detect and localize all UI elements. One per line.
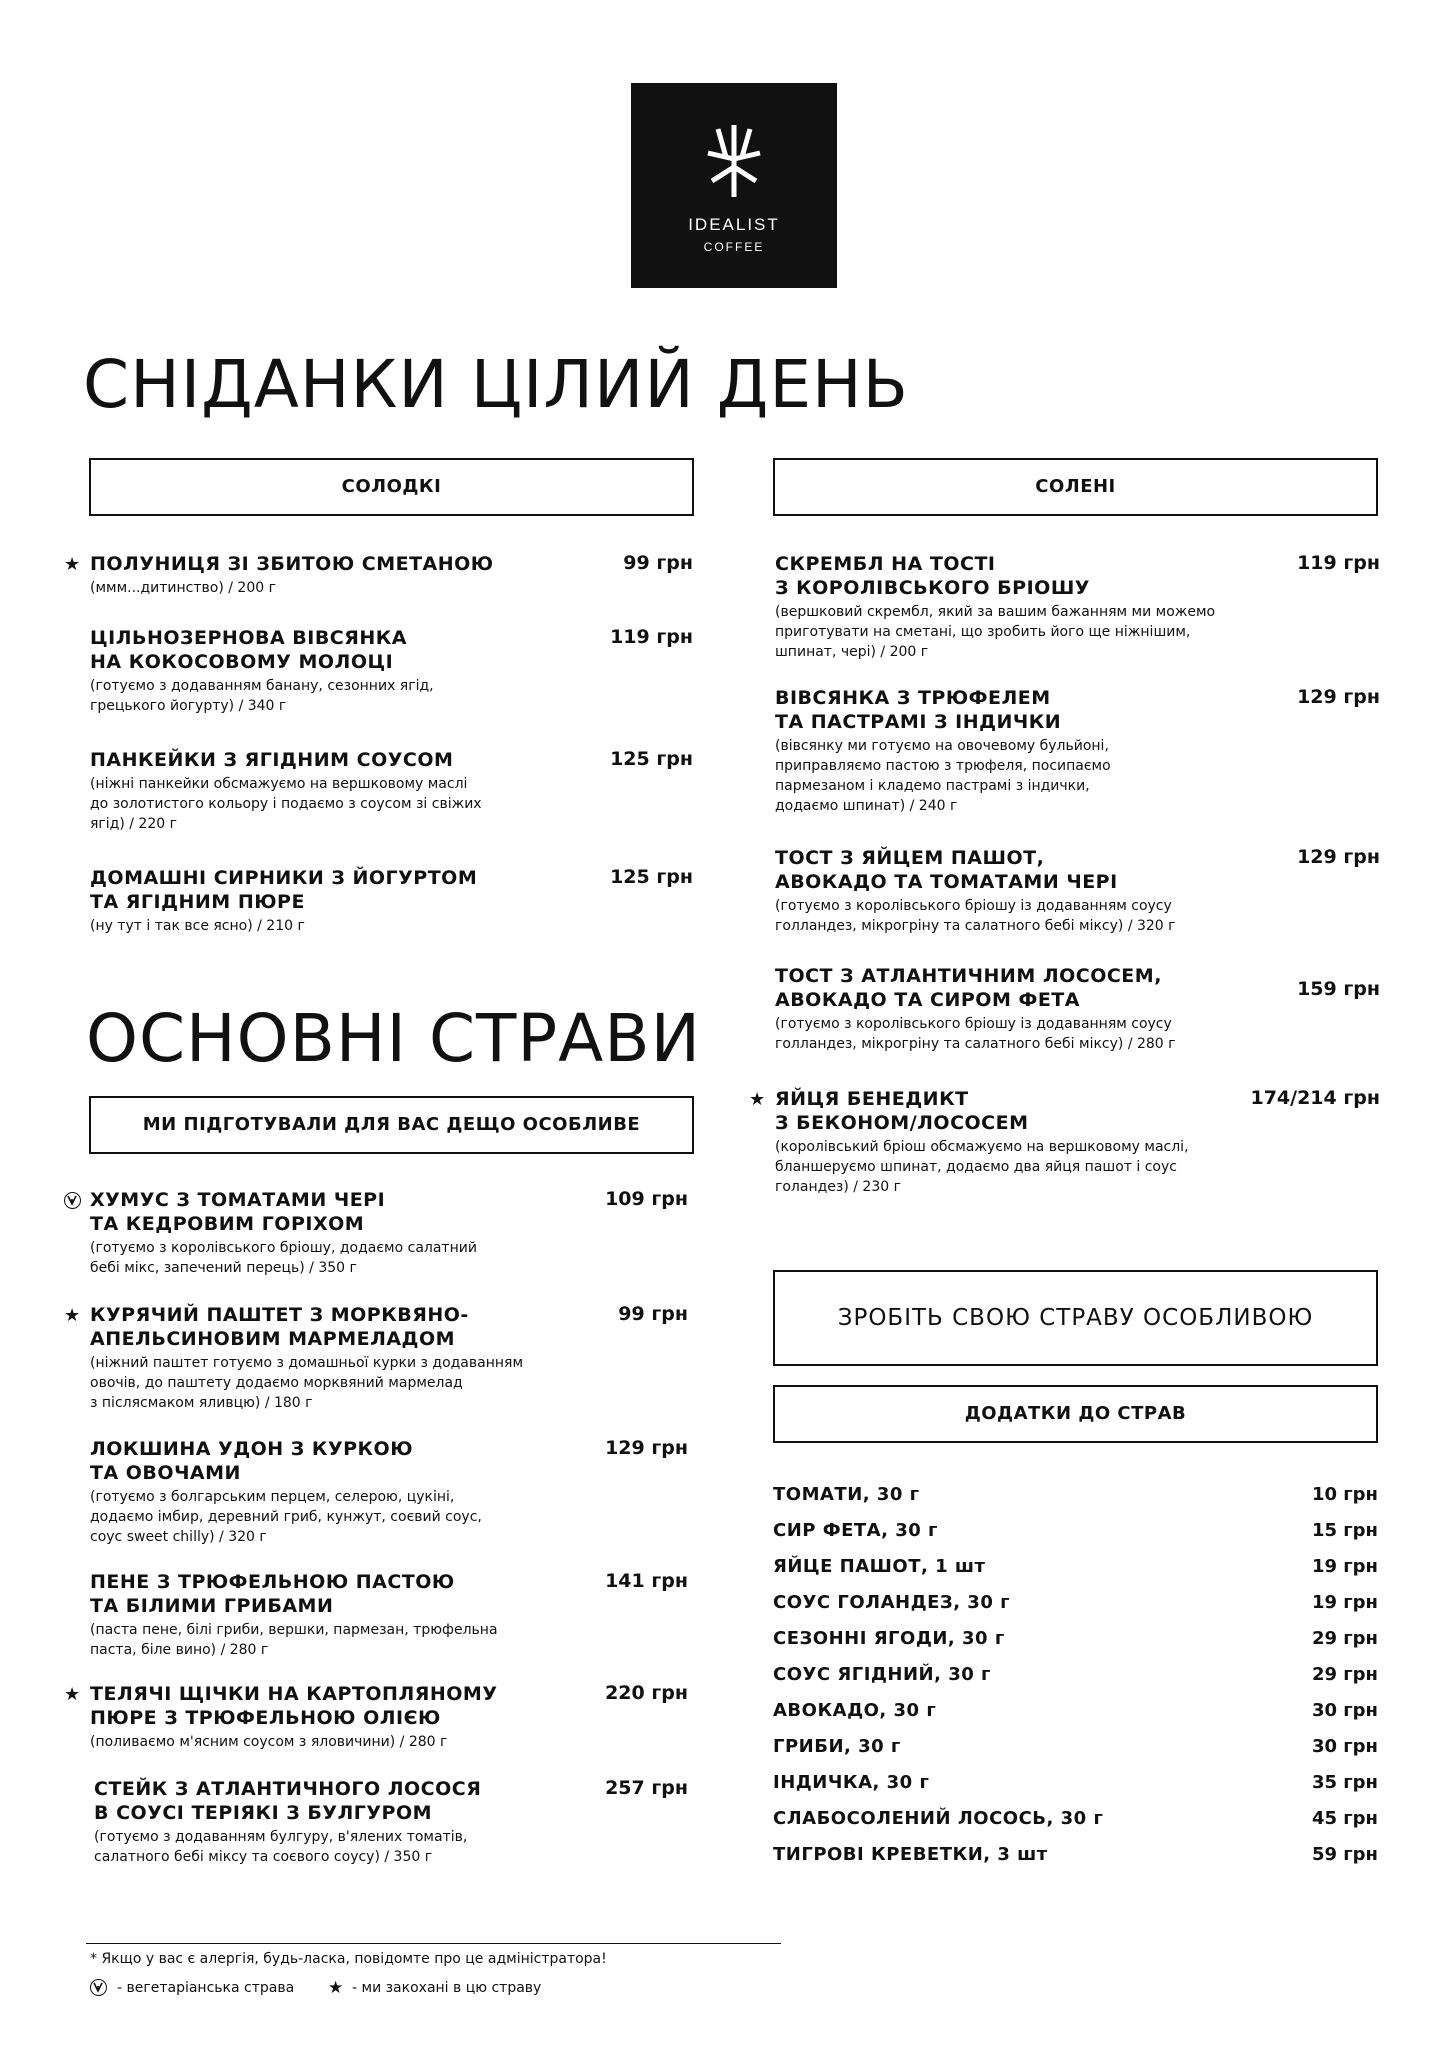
item-price: 119 грн <box>610 626 693 648</box>
addon-name: ЯЙЦЕ ПАШОТ, 1 шт <box>773 1556 986 1577</box>
addon-row <box>773 1844 1378 1872</box>
addon-price: 35 грн <box>1311 1772 1378 1793</box>
item-name: ДОМАШНІ СИРНИКИ З ЙОГУРТОМ ТА ЯГІДНИМ ПЮРЕ <box>90 867 478 913</box>
item-desc: (готуємо з болгарським перцем, селерою, цукіні, додаємо імбир, деревний гриб, кунжут, соєвий соус, соус sweet chilly) / 320 г <box>90 1489 482 1545</box>
addon-price: 30 грн <box>1311 1736 1378 1757</box>
sweet-header-label: СОЛОДКІ <box>341 476 442 497</box>
item-name: ТОСТ З ЯЙЦЕМ ПАШОТ, АВОКАДО ТА ТОМАТАМИ ЧЕРІ <box>775 847 1118 893</box>
item-desc: (готуємо з королівського бріошу, додаємо салатний бебі мікс, запечений перець) / 350 г <box>90 1240 477 1276</box>
addons-header-label: ДОДАТКИ ДО СТРАВ <box>964 1403 1187 1424</box>
item-name: СТЕЙК З АТЛАНТИЧНОГО ЛОСОСЯ В СОУСІ ТЕРІЯКІ З БУЛГУРОМ <box>94 1778 482 1824</box>
star-legend: - ми закохані в цю страву <box>352 1980 542 1996</box>
item-desc: (вівсянку ми готуємо на овочевому бульйоні, приправляємо пастою з трюфеля, посипаємо пармезаном і кладемо пастрамі з індички, додаємо шпинат) / 240 г <box>775 738 1111 814</box>
addon-row <box>773 1664 1378 1692</box>
breakfast-title: СНІДАНКИ ЦІЛИЙ ДЕНЬ <box>83 346 909 423</box>
item-desc: (ніжні панкейки обсмажуємо на вершковому маслі до золотистого кольору і подаємо з соусом зі свіжих ягід) / 220 г <box>90 776 482 832</box>
addon-name: СЕЗОННІ ЯГОДИ, 30 г <box>773 1628 1005 1649</box>
item-price: 99 грн <box>623 552 693 574</box>
addon-name: ГРИБИ, 30 г <box>773 1736 901 1757</box>
addon-price: 10 грн <box>1311 1484 1378 1505</box>
menu-item <box>90 1437 482 1547</box>
favorite-star-icon: ★ <box>749 1089 766 1110</box>
item-price: 174/214 грн <box>1250 1087 1380 1109</box>
item-name: ПОЛУНИЦЯ ЗІ ЗБИТОЮ СМЕТАНОЮ <box>90 553 494 575</box>
addon-name: СОУС ГОЛАНДЕЗ, 30 г <box>773 1592 1011 1613</box>
item-desc: (готуємо з додаванням булгуру, в'ялених томатів, салатного бебі міксу та соєвого соусу) / 350 г <box>94 1829 468 1865</box>
veg-legend: - вегетаріанська страва <box>117 1980 295 1996</box>
addon-name: АВОКАДО, 30 г <box>773 1700 937 1721</box>
item-name: ЛОКШИНА УДОН З КУРКОЮ ТА ОВОЧАМИ <box>90 1438 413 1484</box>
menu-item <box>775 552 1215 662</box>
addon-row <box>773 1808 1378 1836</box>
item-price: 125 грн <box>610 748 693 770</box>
savory-header <box>773 458 1378 516</box>
menu-item <box>90 626 434 716</box>
addon-price: 29 грн <box>1311 1628 1378 1649</box>
idealist-logo <box>631 83 837 288</box>
item-desc: (вершковий скрембл, який за вашим бажанням ми можемо приготувати на сметані, що зробить його ще ніжнішим, шпинат, чері) / 200 г <box>775 604 1216 660</box>
item-desc: (ніжний паштет готуємо з домашньої курки з додаванням овочів, до паштету додаємо морквяний мармелад з післясмаком яливцю) / 180 г <box>90 1355 524 1411</box>
addon-price: 29 грн <box>1311 1664 1378 1685</box>
menu-item <box>94 1777 481 1867</box>
item-price: 129 грн <box>1297 686 1380 708</box>
addon-name: СОУС ЯГІДНИЙ, 30 г <box>773 1664 991 1685</box>
addon-row <box>773 1772 1378 1800</box>
addon-row <box>773 1628 1378 1656</box>
addon-price: 59 грн <box>1311 1844 1378 1865</box>
logo-brand-text: IDEALIST <box>688 215 780 234</box>
addon-price: 19 грн <box>1311 1592 1378 1613</box>
logo-sub-text: COFFEE <box>703 240 765 254</box>
addon-price: 19 грн <box>1311 1556 1378 1577</box>
addon-row <box>773 1484 1378 1512</box>
menu-item <box>90 1570 498 1660</box>
item-price: 141 грн <box>605 1570 688 1592</box>
addon-price: 45 грн <box>1311 1808 1378 1829</box>
menu-item <box>90 1188 477 1278</box>
addon-row <box>773 1556 1378 1584</box>
item-price: 119 грн <box>1297 552 1380 574</box>
mains-header-label: МИ ПІДГОТУВАЛИ ДЛЯ ВАС ДЕЩО ОСОБЛИВЕ <box>142 1114 641 1135</box>
item-name: ХУМУС З ТОМАТАМИ ЧЕРІ ТА КЕДРОВИМ ГОРІХОМ <box>90 1189 386 1235</box>
item-name: ПЕНЕ З ТРЮФЕЛЬНОЮ ПАСТОЮ ТА БІЛИМИ ГРИБАМИ <box>90 1571 455 1617</box>
item-desc: (готуємо з додаванням банану, сезонних ягід, грецького йогурту) / 340 г <box>90 678 434 714</box>
item-name: ЦІЛЬНОЗЕРНОВА ВІВСЯНКА НА КОКОСОВОМУ МОЛОЦІ <box>90 627 408 673</box>
item-desc: (готуємо з королівського бріошу із додаванням соусу голландез, мікрогріну та салатного бебі міксу) / 280 г <box>775 1016 1176 1052</box>
footer-divider <box>86 1943 781 1944</box>
addon-name: СЛАБОСОЛЕНИЙ ЛОСОСЬ, 30 г <box>773 1808 1104 1829</box>
favorite-star-icon: ★ <box>328 1978 344 1998</box>
addon-row <box>773 1700 1378 1728</box>
menu-item <box>90 748 482 834</box>
item-price: 125 грн <box>610 866 693 888</box>
addon-row <box>773 1736 1378 1764</box>
addon-name: ІНДИЧКА, 30 г <box>773 1772 930 1793</box>
item-price: 129 грн <box>605 1437 688 1459</box>
menu-item <box>90 866 477 936</box>
menu-item <box>90 552 494 598</box>
custom-title-box <box>773 1270 1378 1366</box>
addon-row <box>773 1520 1378 1548</box>
custom-title: ЗРОБІТЬ СВОЮ СТРАВУ ОСОБЛИВОЮ <box>837 1305 1314 1331</box>
mains-header <box>89 1096 694 1154</box>
vegetarian-icon <box>64 1192 81 1209</box>
item-price: 257 грн <box>605 1777 688 1799</box>
favorite-star-icon: ★ <box>64 1305 81 1326</box>
item-name: ТЕЛЯЧІ ЩІЧКИ НА КАРТОПЛЯНОМУ ПЮРЕ З ТРЮФЕЛЬНОЮ ОЛІЄЮ <box>90 1683 498 1729</box>
item-desc: (ммм...дитинство) / 200 г <box>90 580 276 596</box>
allergy-note: * Якщо у вас є алергія, будь-ласка, повідомте про це адміністратора! <box>90 1951 607 1967</box>
item-price: 220 грн <box>605 1682 688 1704</box>
item-price: 109 грн <box>605 1188 688 1210</box>
menu-item <box>775 1087 1189 1197</box>
savory-header-label: СОЛЕНІ <box>1035 476 1116 497</box>
favorite-star-icon: ★ <box>64 1684 81 1705</box>
menu-item <box>775 964 1176 1054</box>
menu-item <box>90 1682 497 1752</box>
item-name: КУРЯЧИЙ ПАШТЕТ З МОРКВЯНО- АПЕЛЬСИНОВИМ МАРМЕЛАДОМ <box>90 1304 469 1350</box>
sweet-header <box>89 458 694 516</box>
addon-name: ТОМАТИ, 30 г <box>773 1484 920 1505</box>
item-price: 159 грн <box>1297 978 1380 1000</box>
menu-item <box>775 846 1176 936</box>
item-name: ТОСТ З АТЛАНТИЧНИМ ЛОСОСЕМ, АВОКАДО ТА СИРОМ ФЕТА <box>775 965 1162 1011</box>
item-desc: (королівський бріош обсмажуємо на вершковому маслі, бланшеруємо шпинат, додаємо два яйця пашот і соус голандез) / 230 г <box>775 1139 1189 1195</box>
menu-item <box>90 1303 523 1413</box>
item-desc: (ну тут і так все ясно) / 210 г <box>90 918 305 934</box>
favorite-star-icon: ★ <box>64 554 81 575</box>
item-price: 99 грн <box>618 1303 688 1325</box>
item-name: ВІВСЯНКА З ТРЮФЕЛЕМ ТА ПАСТРАМІ З ІНДИЧКИ <box>775 687 1062 733</box>
addon-price: 15 грн <box>1311 1520 1378 1541</box>
addons-header <box>773 1385 1378 1443</box>
addon-row <box>773 1592 1378 1620</box>
mains-title: ОСНОВНІ СТРАВИ <box>86 1000 701 1077</box>
item-desc: (паста пене, білі гриби, вершки, пармезан, трюфельна паста, біле вино) / 280 г <box>90 1622 498 1658</box>
tree-logo-icon <box>704 119 764 199</box>
addon-name: ТИГРОВІ КРЕВЕТКИ, 3 шт <box>773 1844 1048 1865</box>
item-name: ПАНКЕЙКИ З ЯГІДНИМ СОУСОМ <box>90 749 454 771</box>
item-name: ЯЙЦЯ БЕНЕДИКТ З БЕКОНОМ/ЛОСОСЕМ <box>775 1088 1029 1134</box>
item-desc: (поливаємо м'ясним соусом з яловичини) / 280 г <box>90 1734 448 1750</box>
vegetarian-icon <box>90 1979 107 1996</box>
addon-price: 30 грн <box>1311 1700 1378 1721</box>
menu-item <box>775 686 1111 816</box>
item-desc: (готуємо з королівського бріошу із додаванням соусу голландез, мікрогріну та салатного бебі міксу) / 320 г <box>775 898 1176 934</box>
item-price: 129 грн <box>1297 846 1380 868</box>
addon-name: СИР ФЕТА, 30 г <box>773 1520 938 1541</box>
item-name: СКРЕМБЛ НА ТОСТІ З КОРОЛІВСЬКОГО БРІОШУ <box>775 553 1090 599</box>
